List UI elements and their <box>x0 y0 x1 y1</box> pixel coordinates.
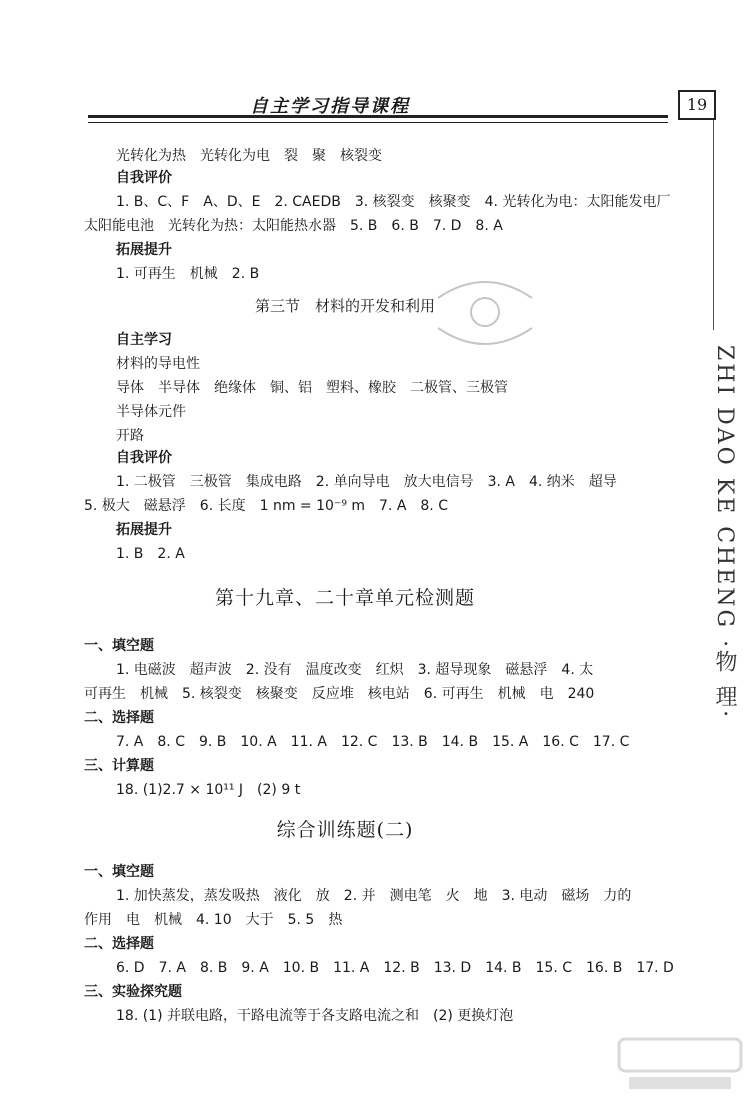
section-heading: 自我评价 <box>116 170 172 186</box>
answer-line: 18. (1)2.7 × 10¹¹ J (2) 9 t <box>116 782 301 798</box>
side-vertical-text: ZHI DAO KE CHENG ·物 理· <box>712 345 737 721</box>
section-heading: 三、实验探究题 <box>84 984 182 1000</box>
page-number: 19 <box>678 90 716 120</box>
answer-line: 1. 可再生 机械 2. B <box>116 266 260 282</box>
section-heading: 二、选择题 <box>84 710 154 726</box>
answer-line: 可再生 机械 5. 核裂变 核聚变 反应堆 核电站 6. 可再生 机械 电 240 <box>84 686 595 702</box>
answer-line: 6. D 7. A 8. B 9. A 10. B 11. A 12. B 13. D 14. B 15. C 16. B 17. D <box>116 960 674 976</box>
section-heading: 自主学习 <box>116 332 172 348</box>
answer-line: 材料的导电性 <box>116 356 200 372</box>
header-title: 自主学习指导课程 <box>250 96 410 117</box>
answer-line: 7. A 8. C 9. B 10. A 11. A 12. C 13. B 14. B 15. A 16. C 17. C <box>116 734 630 750</box>
answer-line: 18. (1) 并联电路，干路电流等于各支路电流之和 (2) 更换灯泡 <box>116 1008 514 1024</box>
answer-line: 太阳能电池 光转化为热：太阳能热水器 5. B 6. B 7. D 8. A <box>84 218 503 234</box>
answer-line: 1. B、C、F A、D、E 2. CAEDB 3. 核裂变 核聚变 4. 光转化为电：太阳能发电厂 <box>116 194 671 210</box>
answer-line: 1. 加快蒸发，蒸发吸热 液化 放 2. 并 测电笔 火 地 3. 电动 磁场 力的 <box>116 888 632 904</box>
answer-line: 5. 极大 磁悬浮 6. 长度 1 nm = 10⁻⁹ m 7. A 8. C <box>84 498 448 514</box>
section-heading: 一、填空题 <box>84 638 154 654</box>
side-divider <box>713 120 714 330</box>
chapter-title: 综合训练题(二) <box>276 819 414 841</box>
site-watermark-icon <box>615 1035 745 1095</box>
header-rule <box>88 115 668 123</box>
answer-line: 1. B 2. A <box>116 546 185 562</box>
answer-line: 光转化为热 光转化为电 裂 聚 核裂变 <box>116 148 382 164</box>
section-heading: 拓展提升 <box>116 242 172 258</box>
section-heading: 自我评价 <box>116 450 172 466</box>
answer-line: 作用 电 机械 4. 10 大于 5. 5 热 <box>84 912 343 928</box>
answer-line: 1. 二极管 三极管 集成电路 2. 单向导电 放大电信号 3. A 4. 纳米 超导 <box>116 474 617 490</box>
answer-line: 半导体元件 <box>116 404 186 420</box>
answer-line: 开路 <box>116 428 144 444</box>
chapter-title: 第十九章、二十章单元检测题 <box>214 587 475 609</box>
answer-line: 1. 电磁波 超声波 2. 没有 温度改变 红炽 3. 超导现象 磁悬浮 4. 太 <box>116 662 594 678</box>
section-heading: 二、选择题 <box>84 936 154 952</box>
section-title: 第三节 材料的开发和利用 <box>254 297 435 315</box>
section-heading: 拓展提升 <box>116 522 172 538</box>
answer-line: 导体 半导体 绝缘体 铜、铝 塑料、橡胶 二极管、三极管 <box>116 380 508 396</box>
section-heading: 三、计算题 <box>84 758 154 774</box>
section-heading: 一、填空题 <box>84 864 154 880</box>
